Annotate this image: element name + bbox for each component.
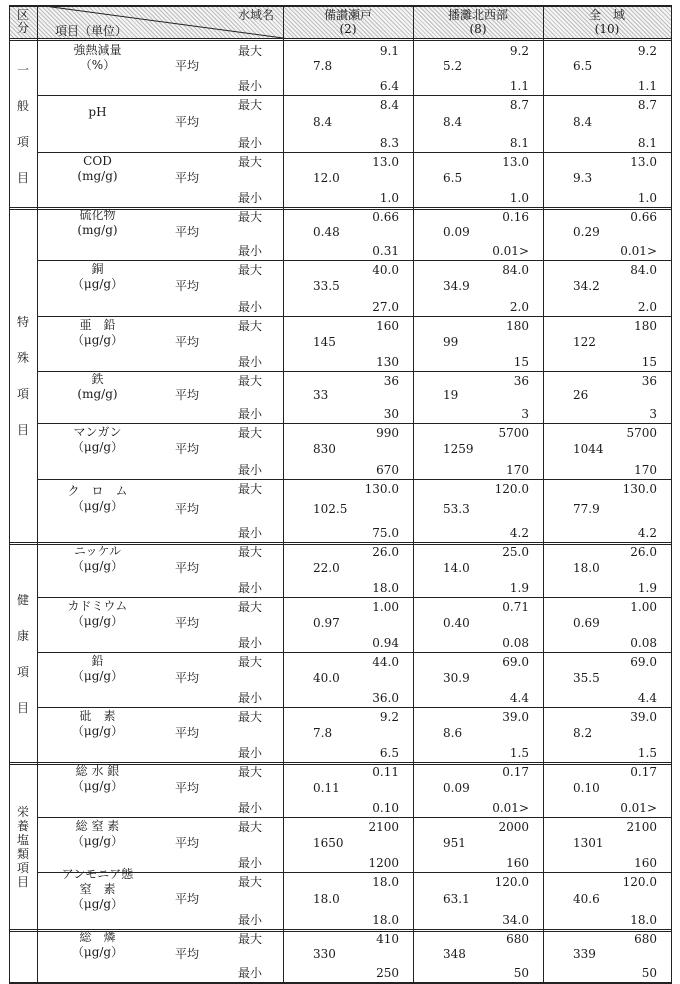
item-name-line: アンモニア態 — [61, 867, 134, 882]
item-name — [37, 652, 158, 686]
value-max: 2100 — [626, 820, 657, 834]
value-min: 2.0 — [509, 300, 529, 314]
value-min: 1.0 — [637, 191, 657, 205]
label-min: 最小 — [238, 691, 263, 705]
value-max: 120.0 — [494, 875, 529, 889]
category-header: 区分 — [16, 7, 29, 35]
category-char: 項 — [16, 135, 29, 149]
label-min: 最小 — [238, 300, 263, 314]
category-label — [9, 210, 37, 542]
label-max: 最大 — [238, 875, 263, 889]
value-avg: 77.9 — [573, 501, 600, 516]
value-avg: 1044 — [573, 442, 604, 456]
value-avg: 26 — [573, 388, 589, 402]
value-min: 75.0 — [372, 526, 399, 540]
label-avg: 平均 — [175, 501, 200, 516]
category-label — [9, 765, 37, 929]
value-max: 8.7 — [637, 98, 657, 112]
header-rule — [9, 38, 671, 39]
value-min: 3 — [521, 407, 529, 421]
value-max: 180 — [634, 319, 657, 333]
label-avg: 平均 — [175, 835, 200, 850]
value-min: 4.2 — [509, 526, 529, 540]
area-count-3: (10) — [594, 22, 620, 36]
value-min: 1.5 — [637, 746, 657, 760]
label-min: 最小 — [238, 526, 263, 540]
value-min: 8.1 — [509, 136, 529, 150]
value-min: 18.0 — [372, 913, 399, 927]
value-max: 13.0 — [372, 155, 399, 169]
value-min: 36.0 — [372, 691, 399, 705]
category-char: 康 — [16, 628, 29, 643]
value-avg: 339 — [573, 946, 596, 961]
label-max: 最大 — [238, 44, 263, 58]
value-avg: 34.9 — [443, 279, 470, 293]
value-avg: 102.5 — [313, 501, 348, 516]
label-avg: 平均 — [175, 334, 200, 349]
item-name-line: COD — [83, 154, 112, 169]
value-min: 15 — [513, 355, 529, 369]
item-name-line: （μg/g） — [71, 669, 124, 684]
item-name-line: pH — [88, 105, 107, 120]
value-avg: 0.10 — [573, 780, 600, 795]
value-max: 0.66 — [630, 210, 657, 224]
item-name-line: （μg/g） — [71, 333, 124, 348]
item-name-line: （μg/g） — [71, 834, 124, 849]
value-min: 0.01> — [620, 801, 657, 815]
label-avg: 平均 — [175, 170, 200, 185]
value-avg: 8.6 — [443, 725, 463, 740]
value-avg: 1259 — [443, 442, 474, 456]
label-min: 最小 — [238, 856, 263, 870]
value-max: 120.0 — [494, 482, 529, 496]
value-max: 39.0 — [630, 710, 657, 724]
item-name-line: (mg/g) — [77, 169, 118, 184]
category-char: 特 — [16, 315, 29, 329]
category-char: 般 — [16, 99, 29, 113]
value-max: 1.00 — [372, 600, 399, 614]
value-avg: 8.4 — [443, 114, 463, 129]
value-min: 0.01> — [620, 244, 657, 258]
label-avg: 平均 — [175, 388, 200, 402]
value-min: 250 — [376, 966, 399, 980]
value-avg: 9.3 — [573, 170, 593, 185]
value-max: 36 — [383, 374, 399, 388]
value-max: 680 — [634, 932, 657, 946]
value-min: 1.0 — [379, 191, 399, 205]
item-name-line: 鉄 — [91, 372, 104, 387]
category-char: 項 — [16, 861, 29, 875]
value-avg: 0.29 — [573, 224, 600, 239]
label-min: 最小 — [238, 966, 263, 980]
area-count-2: (8) — [469, 22, 487, 36]
category-char: 目 — [16, 423, 29, 437]
label-avg: 平均 — [175, 946, 200, 961]
label-min: 最小 — [238, 136, 263, 150]
value-min: 27.0 — [372, 300, 399, 314]
value-avg: 0.69 — [573, 615, 600, 630]
value-max: 26.0 — [372, 545, 399, 559]
value-min: 0.31 — [372, 244, 399, 258]
value-max: 84.0 — [630, 263, 657, 277]
label-max: 最大 — [238, 482, 263, 496]
label-min: 最小 — [238, 746, 263, 760]
value-min: 6.5 — [379, 746, 399, 760]
label-min: 最小 — [238, 581, 263, 595]
category-char: 栄 — [16, 805, 29, 819]
value-max: 13.0 — [502, 155, 529, 169]
item-name-line: マンガン — [73, 425, 122, 440]
value-min: 2.0 — [637, 300, 657, 314]
value-min: 170 — [506, 463, 529, 477]
category-char: 類 — [16, 847, 29, 861]
value-min: 4.4 — [637, 691, 657, 705]
value-avg: 348 — [443, 946, 466, 961]
item-name — [37, 707, 158, 741]
label-avg: 平均 — [175, 891, 200, 906]
label-min: 最小 — [238, 79, 263, 93]
area-name-1: 備讃瀬戸 — [323, 8, 372, 22]
value-max: 44.0 — [372, 655, 399, 669]
item-name-line: （μg/g） — [71, 440, 124, 455]
value-avg: 8.4 — [313, 114, 333, 129]
value-max: 130.0 — [622, 482, 657, 496]
value-min: 1.1 — [637, 79, 657, 93]
category-label — [9, 545, 37, 762]
value-avg: 18.0 — [313, 891, 340, 906]
item-name-line: ニッケル — [74, 544, 121, 559]
value-max: 0.16 — [502, 210, 529, 224]
value-avg: 951 — [443, 835, 466, 850]
label-max: 最大 — [238, 765, 263, 779]
value-max: 130.0 — [364, 482, 399, 496]
item-name-line: （μg/g） — [71, 614, 124, 629]
value-max: 13.0 — [630, 155, 657, 169]
label-avg: 平均 — [175, 560, 200, 575]
value-max: 180 — [506, 319, 529, 333]
item-name — [37, 542, 158, 576]
label-max: 最大 — [238, 155, 263, 169]
item-name-line: （μg/g） — [71, 724, 124, 739]
label-min: 最小 — [238, 407, 263, 421]
value-min: 30 — [383, 407, 399, 421]
category-char: 項 — [16, 387, 29, 401]
value-avg: 7.8 — [313, 59, 333, 73]
item-name-line: 鉛 — [91, 654, 104, 669]
value-max: 8.4 — [379, 98, 399, 112]
label-max: 最大 — [238, 426, 263, 440]
category-char: 目 — [16, 171, 29, 185]
value-avg: 6.5 — [443, 170, 463, 185]
item-name-line: ク ロ ム — [67, 483, 128, 498]
label-max: 最大 — [238, 600, 263, 614]
label-min: 最小 — [238, 801, 263, 815]
item-name — [37, 316, 158, 350]
value-max: 160 — [376, 319, 399, 333]
value-max: 1.00 — [630, 600, 657, 614]
value-max: 0.17 — [502, 765, 529, 779]
label-max: 最大 — [238, 932, 263, 946]
table-border-right — [671, 5, 672, 984]
category-label — [9, 41, 37, 207]
label-avg: 平均 — [175, 224, 200, 239]
value-avg: 53.3 — [443, 501, 470, 516]
category-char: 目 — [16, 700, 29, 715]
value-avg: 0.97 — [313, 615, 340, 630]
item-name-line: 銅 — [91, 262, 104, 277]
value-avg: 830 — [313, 442, 336, 456]
value-avg: 122 — [573, 334, 596, 349]
label-avg: 平均 — [175, 279, 200, 293]
value-min: 18.0 — [372, 581, 399, 595]
value-min: 1200 — [368, 856, 399, 870]
label-max: 最大 — [238, 710, 263, 724]
value-min: 1.9 — [637, 581, 657, 595]
value-min: 50 — [513, 966, 529, 980]
category-char: 健 — [16, 592, 29, 607]
value-avg: 330 — [313, 946, 336, 961]
label-avg: 平均 — [175, 780, 200, 795]
value-avg: 6.5 — [573, 59, 593, 73]
area-count-1: (2) — [339, 22, 357, 36]
label-max: 最大 — [238, 655, 263, 669]
label-avg: 平均 — [175, 114, 200, 129]
label-min: 最小 — [238, 913, 263, 927]
item-name — [37, 371, 158, 403]
item-name — [37, 929, 158, 962]
value-avg: 0.09 — [443, 224, 470, 239]
value-max: 0.71 — [502, 600, 529, 614]
value-max: 2100 — [368, 820, 399, 834]
value-max: 39.0 — [502, 710, 529, 724]
value-avg: 33.5 — [313, 279, 340, 293]
value-max: 36 — [513, 374, 529, 388]
item-name-line: （μg/g） — [71, 897, 124, 912]
value-max: 0.17 — [630, 765, 657, 779]
item-name-line: 窒 素 — [79, 882, 116, 897]
item-name — [37, 762, 158, 796]
value-min: 4.4 — [509, 691, 529, 705]
value-avg: 18.0 — [573, 560, 600, 575]
item-name — [37, 479, 158, 518]
label-avg: 平均 — [175, 442, 200, 456]
value-min: 1.0 — [509, 191, 529, 205]
label-min: 最小 — [238, 244, 263, 258]
label-avg: 平均 — [175, 670, 200, 685]
value-min: 1.5 — [509, 746, 529, 760]
value-avg: 1301 — [573, 835, 604, 850]
value-avg: 35.5 — [573, 670, 600, 685]
value-avg: 14.0 — [443, 560, 470, 575]
label-min: 最小 — [238, 463, 263, 477]
value-avg: 22.0 — [313, 560, 340, 575]
label-max: 最大 — [238, 319, 263, 333]
value-max: 36 — [641, 374, 657, 388]
category-char: 項 — [16, 664, 29, 679]
value-avg: 1650 — [313, 835, 344, 850]
value-avg: 34.2 — [573, 279, 600, 293]
label-max: 最大 — [238, 263, 263, 277]
value-min: 130 — [376, 355, 399, 369]
value-max: 2000 — [498, 820, 529, 834]
category-char: 養 — [16, 819, 29, 833]
value-min: 8.3 — [379, 136, 399, 150]
area-name-2: 播灘北西部 — [447, 8, 508, 22]
label-min: 最小 — [238, 191, 263, 205]
item-name — [37, 597, 158, 631]
item-name-line: (mg/g) — [77, 387, 118, 402]
value-min: 0.10 — [372, 801, 399, 815]
value-min: 160 — [506, 856, 529, 870]
value-min: 170 — [634, 463, 657, 477]
label-avg: 平均 — [175, 615, 200, 630]
label-max: 最大 — [238, 210, 263, 224]
item-name — [37, 423, 158, 458]
label-avg: 平均 — [175, 59, 200, 73]
item-name — [37, 260, 158, 295]
label-avg: 平均 — [175, 725, 200, 740]
value-avg: 63.1 — [443, 891, 470, 906]
value-avg: 0.09 — [443, 780, 470, 795]
item-name — [37, 95, 158, 130]
value-min: 0.01> — [492, 801, 529, 815]
value-max: 680 — [506, 932, 529, 946]
value-min: 6.4 — [379, 79, 399, 93]
value-min: 3 — [649, 407, 657, 421]
value-max: 0.66 — [372, 210, 399, 224]
item-header: 項目（単位） — [55, 24, 128, 38]
value-max: 9.2 — [637, 44, 657, 58]
value-max: 26.0 — [630, 545, 657, 559]
value-min: 0.08 — [502, 636, 529, 650]
area-name-3: 全 域 — [588, 8, 625, 22]
value-max: 0.11 — [372, 765, 399, 779]
item-name-line: （μg/g） — [71, 498, 124, 513]
value-avg: 8.2 — [573, 725, 593, 740]
area-header: 水域名 — [238, 8, 275, 22]
value-max: 120.0 — [622, 875, 657, 889]
item-name-line: 総 燐 — [79, 930, 116, 945]
value-min: 50 — [641, 966, 657, 980]
label-max: 最大 — [238, 98, 263, 112]
value-max: 69.0 — [630, 655, 657, 669]
value-avg: 40.6 — [573, 891, 600, 906]
value-avg: 19 — [443, 388, 459, 402]
value-max: 40.0 — [372, 263, 399, 277]
item-name-line: (mg/g) — [77, 223, 118, 238]
item-name-line: 硫化物 — [79, 208, 116, 223]
value-min: 8.1 — [637, 136, 657, 150]
category-char: 一 — [16, 63, 29, 77]
category-char: 殊 — [16, 351, 29, 365]
value-avg: 12.0 — [313, 170, 340, 185]
item-name-line: （μg/g） — [71, 559, 124, 574]
item-name-line: 強熱減量 — [73, 42, 122, 57]
value-avg: 0.48 — [313, 224, 340, 239]
label-min: 最小 — [238, 355, 263, 369]
item-name — [37, 207, 158, 240]
item-name — [37, 817, 158, 851]
value-max: 5700 — [498, 426, 529, 440]
item-name — [37, 152, 158, 186]
value-min: 15 — [641, 355, 657, 369]
value-min: 160 — [634, 856, 657, 870]
value-max: 5700 — [626, 426, 657, 440]
value-avg: 7.8 — [313, 725, 333, 740]
category-char: 目 — [16, 875, 29, 889]
value-min: 0.94 — [372, 636, 399, 650]
item-name-line: （μg/g） — [71, 277, 124, 292]
value-min: 0.01> — [492, 244, 529, 258]
value-avg: 0.40 — [443, 615, 470, 630]
item-name-line: 砒 素 — [79, 709, 116, 724]
value-max: 990 — [376, 426, 399, 440]
value-avg: 99 — [443, 334, 459, 349]
value-max: 18.0 — [372, 875, 399, 889]
item-name-line: 総 窒 素 — [75, 819, 120, 834]
item-name — [37, 41, 158, 74]
value-max: 410 — [376, 932, 399, 946]
value-min: 1.1 — [509, 79, 529, 93]
value-max: 84.0 — [502, 263, 529, 277]
value-avg: 33 — [313, 388, 329, 402]
value-avg: 30.9 — [443, 670, 470, 685]
item-name-line: （μg/g） — [71, 945, 124, 960]
category-char: 塩 — [16, 833, 29, 847]
value-avg: 145 — [313, 334, 336, 349]
value-max: 9.1 — [379, 44, 399, 58]
value-min: 1.9 — [509, 581, 529, 595]
item-name — [37, 867, 158, 912]
label-max: 最大 — [238, 374, 263, 388]
value-avg: 8.4 — [573, 114, 593, 129]
label-max: 最大 — [238, 545, 263, 559]
value-max: 25.0 — [502, 545, 529, 559]
item-name-line: 亜 鉛 — [79, 318, 116, 333]
value-avg: 0.11 — [313, 780, 340, 795]
value-avg: 40.0 — [313, 670, 340, 685]
label-max: 最大 — [238, 820, 263, 834]
value-avg: 5.2 — [443, 59, 463, 73]
value-min: 0.08 — [630, 636, 657, 650]
item-name-line: カドミウム — [67, 599, 128, 614]
item-name-line: （%） — [79, 57, 116, 72]
value-max: 8.7 — [509, 98, 529, 112]
item-name-line: （μg/g） — [71, 779, 124, 794]
value-max: 69.0 — [502, 655, 529, 669]
value-min: 670 — [376, 463, 399, 477]
value-min: 4.2 — [637, 526, 657, 540]
value-max: 9.2 — [509, 44, 529, 58]
item-name-line: 総 水 銀 — [75, 764, 120, 779]
label-min: 最小 — [238, 636, 263, 650]
value-max: 9.2 — [379, 710, 399, 724]
value-min: 18.0 — [630, 913, 657, 927]
value-min: 34.0 — [502, 913, 529, 927]
